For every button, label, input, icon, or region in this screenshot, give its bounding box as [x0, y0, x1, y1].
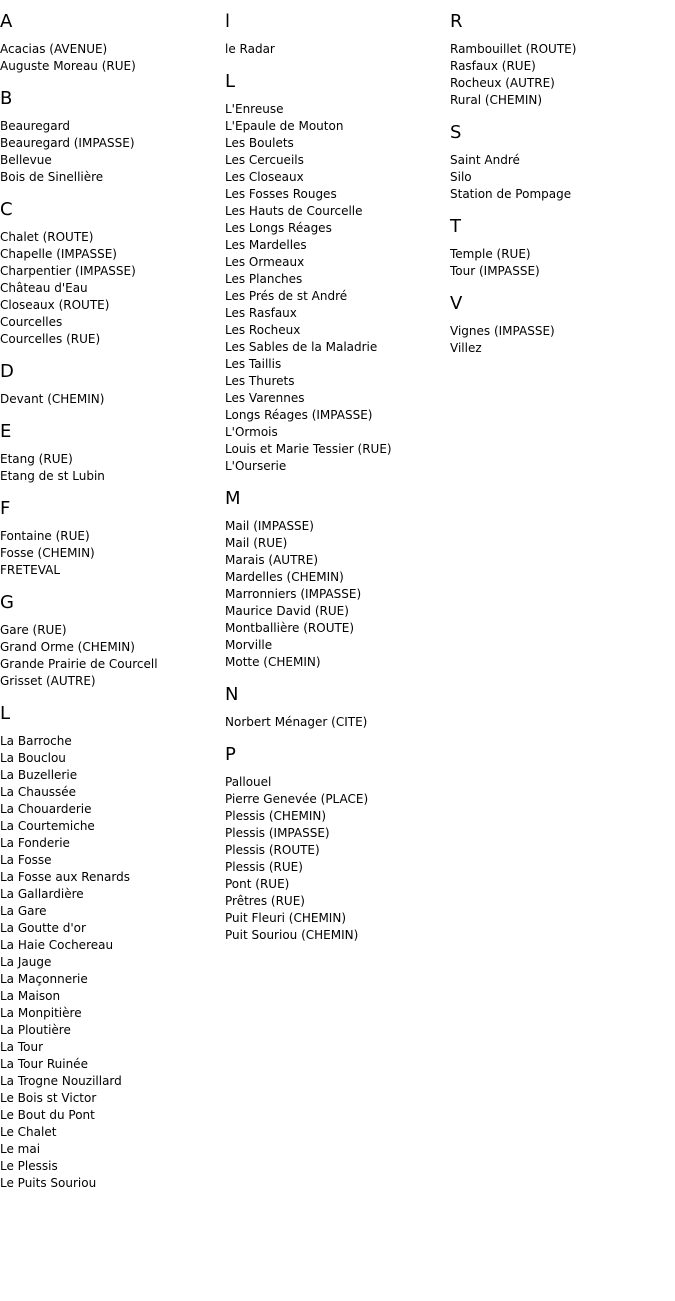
- section-letter-heading: N: [225, 684, 239, 705]
- street-name: La Fonderie: [0, 836, 70, 850]
- street-name: Maurice David (RUE): [225, 604, 349, 618]
- street-name: L'Ormois: [225, 425, 278, 439]
- section-letter-heading: R: [450, 11, 463, 32]
- letter-section: [0, 199, 225, 350]
- street-name: L'Epaule de Mouton: [225, 119, 344, 133]
- street-name: Grand Orme (CHEMIN): [0, 640, 135, 654]
- street-name: Les Thurets: [225, 374, 295, 388]
- street-index-column-3: [450, 0, 675, 359]
- street-list: [0, 451, 225, 485]
- street-list: [450, 323, 675, 357]
- street-list: [450, 152, 675, 203]
- street-name: Les Planches: [225, 272, 303, 286]
- section-letter-heading: V: [450, 293, 463, 314]
- street-name: Pont (RUE): [225, 877, 290, 891]
- street-name: Plessis (CHEMIN): [225, 809, 327, 823]
- street-name: La Gallardière: [0, 887, 84, 901]
- street-name: Plessis (IMPASSE): [225, 826, 330, 840]
- street-name: Marais (AUTRE): [225, 553, 318, 567]
- street-name: Norbert Ménager (CITE): [225, 715, 368, 729]
- section-letter-heading: G: [0, 592, 14, 613]
- street-name: La Tour Ruinée: [0, 1057, 88, 1071]
- street-name: Les Prés de st André: [225, 289, 348, 303]
- street-name: Le Puits Souriou: [0, 1176, 97, 1190]
- street-name: Montballière (ROUTE): [225, 621, 355, 635]
- street-name: Les Cercueils: [225, 153, 304, 167]
- street-name: La Maison: [0, 989, 61, 1003]
- street-name: Rural (CHEMIN): [450, 93, 543, 107]
- street-name: La Chaussée: [0, 785, 77, 799]
- street-name: Rocheux (AUTRE): [450, 76, 555, 90]
- street-list: [0, 118, 225, 186]
- letter-section: [450, 216, 675, 282]
- section-letter-heading: P: [225, 744, 236, 765]
- section-letter-heading: M: [225, 488, 241, 509]
- street-list: [225, 41, 450, 58]
- street-name: Bellevue: [0, 153, 52, 167]
- street-list: [225, 774, 450, 944]
- street-name: Temple (RUE): [450, 247, 531, 261]
- street-name: La Haie Cochereau: [0, 938, 114, 952]
- street-index-column-1: [0, 0, 225, 1194]
- street-name: La Gare: [0, 904, 47, 918]
- street-name: La Bouclou: [0, 751, 66, 765]
- street-name: Grande Prairie de Courcell: [0, 657, 158, 671]
- street-name: Auguste Moreau (RUE): [0, 59, 136, 73]
- street-name: Devant (CHEMIN): [0, 392, 105, 406]
- street-name: Acacias (AVENUE): [0, 42, 108, 56]
- street-list: [0, 41, 225, 75]
- street-name: Rambouillet (ROUTE): [450, 42, 577, 56]
- letter-section: [0, 421, 225, 487]
- street-name: La Trogne Nouzillard: [0, 1074, 122, 1088]
- street-name: Pallouel: [225, 775, 272, 789]
- street-name: L'Enreuse: [225, 102, 284, 116]
- street-name: Beauregard (IMPASSE): [0, 136, 135, 150]
- street-name: Tour (IMPASSE): [450, 264, 540, 278]
- street-name: Courcelles (RUE): [0, 332, 101, 346]
- street-name: le Radar: [225, 42, 275, 56]
- street-name: Closeaux (ROUTE): [0, 298, 110, 312]
- street-name: Bois de Sinellière: [0, 170, 104, 184]
- street-name: Rasfaux (RUE): [450, 59, 536, 73]
- street-name: Les Mardelles: [225, 238, 307, 252]
- street-name: Les Hauts de Courcelle: [225, 204, 363, 218]
- street-name: La Courtemiche: [0, 819, 95, 833]
- street-name: Le Plessis: [0, 1159, 58, 1173]
- street-list: [0, 733, 225, 1192]
- street-list: [450, 41, 675, 109]
- letter-section: [0, 703, 225, 1194]
- section-letter-heading: A: [0, 11, 13, 32]
- street-name: Etang de st Lubin: [0, 469, 105, 483]
- street-name: Prêtres (RUE): [225, 894, 305, 908]
- letter-section: [0, 592, 225, 692]
- street-name: Chalet (ROUTE): [0, 230, 94, 244]
- street-name: Motte (CHEMIN): [225, 655, 321, 669]
- letter-section: [450, 11, 675, 111]
- street-name: Le Chalet: [0, 1125, 57, 1139]
- section-letter-heading: l: [225, 11, 231, 32]
- street-name: Le Bois st Victor: [0, 1091, 97, 1105]
- street-name: La Buzellerie: [0, 768, 78, 782]
- street-name: Fontaine (RUE): [0, 529, 90, 543]
- street-name: Puit Souriou (CHEMIN): [225, 928, 359, 942]
- street-list: [0, 622, 225, 690]
- street-name: Le mai: [0, 1142, 41, 1156]
- street-name: Vignes (IMPASSE): [450, 324, 555, 338]
- street-name: Mail (IMPASSE): [225, 519, 314, 533]
- street-name: Les Ormeaux: [225, 255, 305, 269]
- street-name: Les Longs Réages: [225, 221, 332, 235]
- street-name: Mardelles (CHEMIN): [225, 570, 344, 584]
- street-name: Chapelle (IMPASSE): [0, 247, 117, 261]
- street-name: La Barroche: [0, 734, 72, 748]
- street-name: Pierre Genevée (PLACE): [225, 792, 369, 806]
- section-letter-heading: D: [0, 361, 14, 382]
- section-letter-heading: L: [225, 71, 236, 92]
- letter-section: [450, 293, 675, 359]
- letter-section: [0, 498, 225, 581]
- street-name: La Chouarderie: [0, 802, 92, 816]
- section-letter-heading: B: [0, 88, 13, 109]
- street-name: Les Closeaux: [225, 170, 304, 184]
- street-name: Villez: [450, 341, 482, 355]
- letter-section: [225, 684, 450, 733]
- street-list: [225, 101, 450, 475]
- street-name: Les Rasfaux: [225, 306, 297, 320]
- street-name: Les Sables de la Maladrie: [225, 340, 378, 354]
- street-name: Beauregard: [0, 119, 70, 133]
- street-name: Louis et Marie Tessier (RUE): [225, 442, 392, 456]
- street-name: La Ploutière: [0, 1023, 71, 1037]
- street-name: Les Rocheux: [225, 323, 301, 337]
- letter-section: [225, 11, 450, 60]
- street-name: La Goutte d'or: [0, 921, 86, 935]
- street-name: Grisset (AUTRE): [0, 674, 96, 688]
- street-list: [0, 229, 225, 348]
- street-name: Les Varennes: [225, 391, 305, 405]
- street-name: La Fosse aux Renards: [0, 870, 130, 884]
- section-letter-heading: E: [0, 421, 12, 442]
- street-name: Etang (RUE): [0, 452, 73, 466]
- street-name: Fosse (CHEMIN): [0, 546, 95, 560]
- street-list: [0, 528, 225, 579]
- letter-section: [225, 71, 450, 477]
- street-name: Courcelles: [0, 315, 63, 329]
- letter-section: [0, 11, 225, 77]
- street-name: Longs Réages (IMPASSE): [225, 408, 373, 422]
- street-name: La Maçonnerie: [0, 972, 88, 986]
- street-name: Silo: [450, 170, 472, 184]
- street-name: Les Fosses Rouges: [225, 187, 337, 201]
- street-list: [225, 518, 450, 671]
- street-list: [225, 714, 450, 731]
- street-name: Le Bout du Pont: [0, 1108, 95, 1122]
- street-name: Morville: [225, 638, 273, 652]
- street-name: Les Taillis: [225, 357, 282, 371]
- section-letter-heading: L: [0, 703, 11, 724]
- street-name: Charpentier (IMPASSE): [0, 264, 136, 278]
- letter-section: [0, 361, 225, 410]
- section-letter-heading: S: [450, 122, 462, 143]
- street-name: Puit Fleuri (CHEMIN): [225, 911, 347, 925]
- street-name: Plessis (ROUTE): [225, 843, 320, 857]
- street-name: La Monpitière: [0, 1006, 82, 1020]
- street-name: Les Boulets: [225, 136, 294, 150]
- street-name: Mail (RUE): [225, 536, 288, 550]
- section-letter-heading: F: [0, 498, 11, 519]
- letter-section: [0, 88, 225, 188]
- street-name: Gare (RUE): [0, 623, 67, 637]
- street-name: Château d'Eau: [0, 281, 88, 295]
- letter-section: [225, 488, 450, 673]
- street-name: La Fosse: [0, 853, 52, 867]
- street-index-column-2: [225, 0, 450, 946]
- street-list: [450, 246, 675, 280]
- street-name: Saint André: [450, 153, 520, 167]
- section-letter-heading: C: [0, 199, 13, 220]
- letter-section: [225, 744, 450, 946]
- street-name: La Tour: [0, 1040, 44, 1054]
- street-name: L'Ourserie: [225, 459, 287, 473]
- letter-section: [450, 122, 675, 205]
- street-list: [0, 391, 225, 408]
- street-name: Station de Pompage: [450, 187, 572, 201]
- street-name: La Jauge: [0, 955, 52, 969]
- street-name: Plessis (RUE): [225, 860, 303, 874]
- street-name: FRETEVAL: [0, 563, 61, 577]
- section-letter-heading: T: [450, 216, 461, 237]
- street-name: Marronniers (IMPASSE): [225, 587, 362, 601]
